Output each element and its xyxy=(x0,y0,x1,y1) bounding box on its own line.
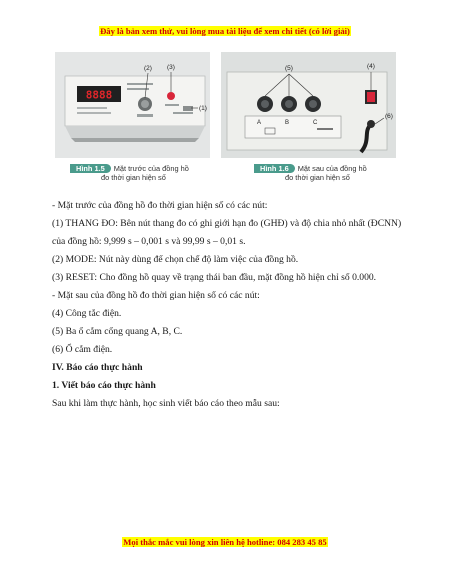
paragraph: - Mặt sau của đồng hồ đo thời gian hiện số có các nút: xyxy=(52,290,260,301)
caption-text: Mặt trước của đồng hồ xyxy=(113,164,189,173)
callout-5: (5) xyxy=(285,65,293,72)
socket-label-c: C xyxy=(313,120,318,126)
paragraph: - Mặt trước của đồng hồ đo thời gian hiện số có các nút: xyxy=(52,200,268,211)
callout-2: (2) xyxy=(144,65,152,72)
section-heading: IV. Báo cáo thực hành xyxy=(52,362,143,373)
paragraph: (3) RESET: Cho đồng hồ quay về trạng thái ban đầu, mặt đồng hồ hiện chỉ số 0.000. xyxy=(52,272,377,283)
paragraph: (6) Ổ cắm điện. xyxy=(52,344,113,355)
callout-3: (3) xyxy=(167,64,175,71)
paragraph: (5) Ba ổ cắm cổng quang A, B, C. xyxy=(52,326,183,337)
preview-banner-text: Đây là bản xem thử, vui lòng mua tài liệu để xem chi tiết (có lời giải) xyxy=(100,26,350,36)
timer-front-photo xyxy=(55,52,210,158)
callout-6: (6) xyxy=(385,113,393,120)
caption-text-line2: đo thời gian hiện số xyxy=(285,173,350,182)
paragraph: (2) MODE: Nút này dùng để chọn chế độ làm việc của đồng hồ. xyxy=(52,254,299,265)
subsection-heading: 1. Viết báo cáo thực hành xyxy=(52,380,156,391)
figure-caption-back xyxy=(254,164,367,182)
display-digits: 8888 xyxy=(85,88,113,102)
timer-back-photo xyxy=(221,52,396,158)
paragraph: (4) Công tắc điện. xyxy=(52,308,122,319)
body-text xyxy=(52,197,406,413)
figure-caption-front xyxy=(70,164,189,182)
preview-banner xyxy=(0,26,450,36)
hotline-banner-text: Mọi thắc mắc vui lòng xin liên hệ hotline: 084 283 45 85 xyxy=(123,537,327,547)
paragraph: Sau khi làm thực hành, học sinh viết báo cáo theo mẫu sau: xyxy=(52,398,280,409)
figure-tag: Hình 1.5 xyxy=(70,164,111,173)
socket-label-b: B xyxy=(285,120,290,126)
caption-text-line2: đo thời gian hiện số xyxy=(101,173,166,182)
socket-label-a: A xyxy=(257,120,262,126)
figure-tag: Hình 1.6 xyxy=(254,164,295,173)
callout-4: (4) xyxy=(367,63,375,70)
hotline-banner xyxy=(0,537,450,547)
paragraph: (1) THANG ĐO: Bên nút thang đo có ghi giới hạn đo (GHĐ) và độ chia nhỏ nhất (ĐCNN) của đồng hồ: 9,999 s – 0,001 s và 99,99 s – 0,01 s. xyxy=(52,218,402,247)
caption-text: Mặt sau của đồng hồ xyxy=(297,164,367,173)
callout-1: (1) xyxy=(199,105,207,112)
